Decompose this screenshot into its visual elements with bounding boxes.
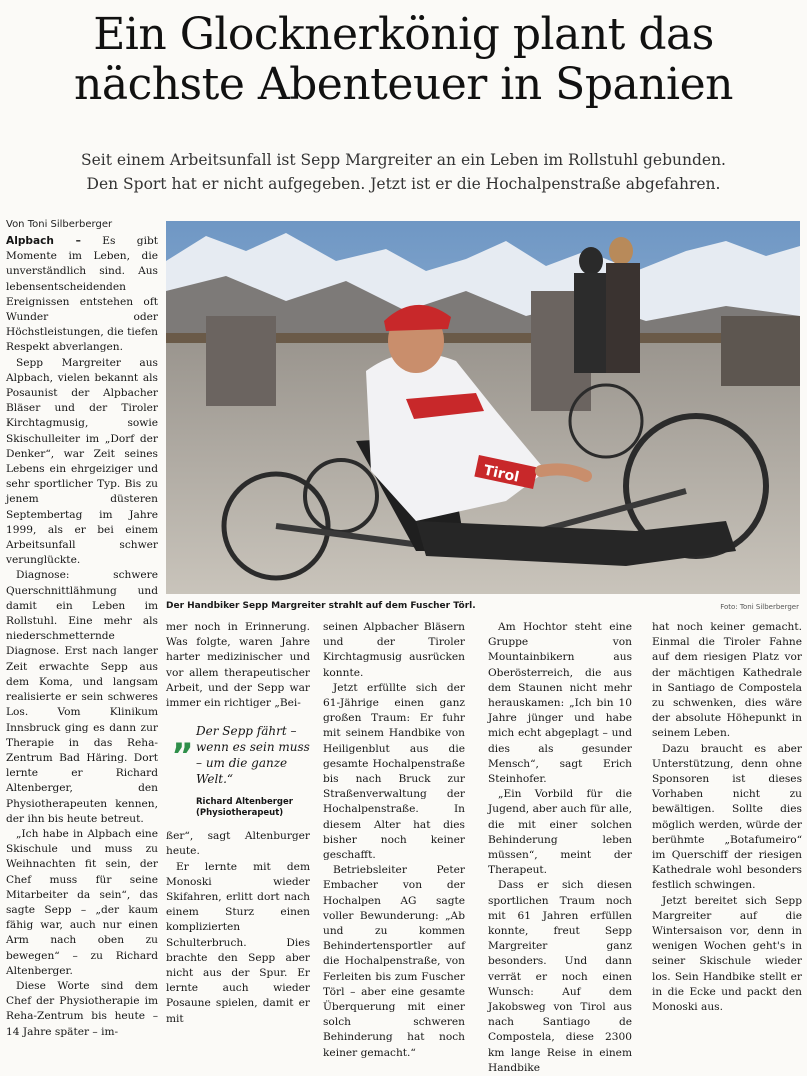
article-column-1 bbox=[6, 234, 158, 1040]
stone-pillar-left bbox=[206, 316, 276, 406]
article-column-4 bbox=[488, 620, 632, 1076]
subheadline-line-1: Seit einem Arbeitsunfall ist Sepp Margreiter an ein Leben im Rollstuhl gebunden. bbox=[81, 151, 726, 169]
dateline: Alpbach – bbox=[6, 235, 81, 247]
paragraph: Dazu braucht es aber Unterstützung, denn ohne Sponsoren ist dieses Vorhaben nicht zu bewältigen. Sollte dies möglich werden, würde der berühmte „Botafumeiro“ im Querschiff der riesigen Kathedrale wohl besonders festlich schwingen. bbox=[652, 742, 802, 892]
pull-quote-text: Der Sepp fährt – wenn es sein muss – um die ganze Welt.“ bbox=[196, 724, 310, 787]
stone-table bbox=[721, 316, 800, 386]
pull-quote bbox=[166, 718, 310, 787]
article-column-5 bbox=[652, 620, 802, 1015]
bystander-head-1 bbox=[579, 247, 603, 275]
paragraph: seinen Alpbacher Bläsern und der Tiroler Kirchtagmusig ausrücken konnte. bbox=[323, 621, 465, 679]
paragraph: Diese Worte sind dem Chef der Physiotherapie im Reha-Zentrum bis heute – 14 Jahre später – im- bbox=[6, 979, 158, 1038]
article-photo bbox=[166, 221, 800, 594]
paragraph: „Ich habe in Alpbach eine Skischule und muss zu Weihnachten fit sein, der Chef muss für seine Mitarbeiter da sein“, das sagte Sepp – „der kaum fähig war, auch nur einen Arm nach oben zu bewegen“ – zu Richard Altenberger. bbox=[6, 827, 158, 977]
paragraph: Sepp Margreiter aus Alpbach, vielen bekannt als Posaunist der Alpbacher Bläser und der Tiroler Kirchtagmusig, sowie Skischulleiter im „Dorf der Denker“, war Zeit seines Lebens ein ehrgeiziger und sehr sportlicher Typ. Bis zu jenem düsteren Septembertag im Jahre 1999, als er bei einem Arbeitsunfall schwer verunglückte. bbox=[6, 356, 158, 567]
handbiker-photo-illustration bbox=[166, 221, 800, 594]
photo-credit: Foto: Toni Silberberger bbox=[720, 603, 799, 611]
paragraph: ßer“, sagt Altenburger heute. bbox=[166, 830, 310, 858]
headline-line-2: nächste Abenteuer in Spanien bbox=[74, 59, 733, 110]
paragraph: Jetzt erfüllte sich der 61-Jährige einen ganz großen Traum: Er fuhr mit seinem Handbike von Heiligenblut aus die gesamte Hochalpenstraße bis nach Bruck zur Straßenverwaltung der Hochalpenstraße. In diesem Alter hat dies bisher noch keiner geschafft. bbox=[323, 681, 465, 862]
quote-author-role: (Physiotherapeut) bbox=[196, 808, 284, 819]
paragraph-text: Es gibt Momente im Leben, die unverständlich sind. Aus lebensentscheidenden Ereignissen entstehen oft Wunder oder Höchstleistungen, die tiefen Respekt abverlangen. bbox=[6, 235, 158, 354]
headline-line-1: Ein Glocknerkönig plant das bbox=[93, 9, 714, 60]
photo-caption: Der Handbiker Sepp Margreiter strahlt auf dem Fuscher Törl. bbox=[166, 601, 476, 611]
quote-mark-icon: „ bbox=[172, 718, 195, 759]
subheadline-line-2: Den Sport hat er nicht aufgegeben. Jetzt ist er die Hochalpenstraße abgefahren. bbox=[86, 175, 721, 193]
paragraph: Betriebsleiter Peter Embacher von der Hochalpen AG sagte voller Bewunderung: „Ab und zu kommen Behindertensportler auf die Hochalpenstraße, von Ferleiten bis zum Fuscher Törl – aber eine gesamte Überquerung mit einer solch schweren Behinderung hat noch keiner gemacht.“ bbox=[323, 864, 465, 1059]
paragraph: Diagnose: schwere Querschnittlähmung und damit ein Leben im Rollstuhl. Eine mehr als niederschmetternde Diagnose. Erst nach langer Zeit erwachte Sepp aus dem Koma, und langsam realisierte er sein schweres Los. Vom Klinikum Innsbruck ging es dann zur Therapie in das Reha-Zentrum Bad Häring. Dort lernte er Richard Altenberger, den Physiotherapeuten kennen, der ihn bis heute betreut. bbox=[6, 569, 158, 825]
subheadline bbox=[0, 148, 807, 196]
bystander-head-2 bbox=[609, 237, 633, 265]
paragraph: Dass er sich diesen sportlichen Traum noch mit 61 Jahren erfüllen konnte, freut Sepp Margreiter ganz besonders. Und dann verrät er noch einen Wunsch: Auf dem Jakobsweg von Tirol aus nach Santiago de Compostela, diese 2300 km lange Reise in einem Handbike bbox=[488, 879, 632, 1074]
quote-author-name: Richard Altenberger bbox=[196, 797, 293, 808]
paragraph: „Ein Vorbild für die Jugend, aber auch für alle, die mit einer solchen Behinderung leben müssen“, meint der Therapeut. bbox=[488, 788, 632, 877]
jersey-text: Tirol bbox=[482, 462, 521, 486]
bystander-1 bbox=[574, 273, 608, 373]
headline bbox=[0, 10, 807, 110]
paragraph: hat noch keiner gemacht. Einmal die Tiroler Fahne auf dem riesigen Platz vor der mächtigen Kathedrale in Santiago de Compostela zu schwenken, dies wäre der absolute Höhepunkt in seinem Leben. bbox=[652, 621, 802, 740]
pull-quote-author bbox=[196, 797, 310, 819]
article-column-2 bbox=[166, 620, 310, 1027]
paragraph bbox=[6, 234, 158, 356]
bystander-2 bbox=[606, 263, 640, 373]
rider-arm bbox=[541, 469, 586, 476]
byline: Von Toni Silberberger bbox=[6, 219, 113, 230]
paragraph: mer noch in Erinnerung. Was folgte, waren Jahre harter medizinischer und vor allem therapeutischer Arbeit, und der Sepp war immer ein richtiger „Bei- bbox=[166, 621, 310, 710]
article-column-3 bbox=[323, 620, 465, 1061]
paragraph: Jetzt bereitet sich Sepp Margreiter auf die Wintersaison vor, denn in wenigen Wochen geht's in seiner Skischule wieder los. Sein Handbike stellt er in die Ecke und packt den Monoski aus. bbox=[652, 894, 802, 1014]
paragraph: Am Hochtor steht eine Gruppe von Mountainbikern aus Oberösterreich, die aus dem Staunen nicht mehr herauskamen: „Ich bin 10 Jahre jünger und habe mich echt abgeplagt – und dies als gesunder Mensch“, sagt Erich Steinhofer. bbox=[488, 621, 632, 786]
paragraph: Er lernte mit dem Monoski wieder Skifahren, erlitt dort nach einem Sturz einen komplizierten Schulterbruch. Dies brachte den Sepp aber nicht aus der Spur. Er lernte auch wieder Posaune spielen, damit er mit bbox=[166, 860, 310, 1025]
